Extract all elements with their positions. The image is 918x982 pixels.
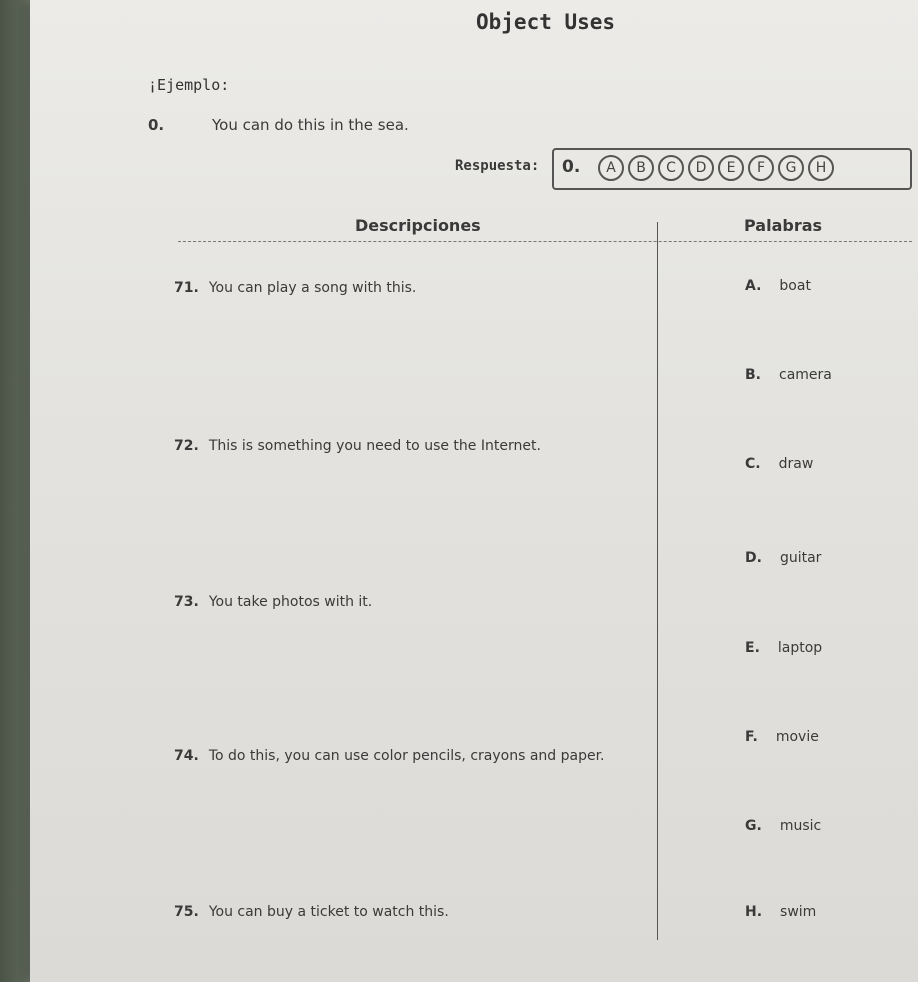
word-g [745,818,821,834]
word-letter: C. [745,456,761,472]
option-bubble-a[interactable]: A [598,155,624,181]
question-73 [174,594,372,610]
descriptions-header: Descripciones [355,216,481,235]
example-heading: ¡Ejemplo: [148,76,230,94]
word-h [745,904,816,920]
option-bubble-h[interactable]: H [808,155,834,181]
words-header: Palabras [744,216,823,235]
question-text: You can play a song with this. [208,280,417,296]
word-text: boat [779,278,811,294]
header-divider [178,241,912,242]
option-bubble-e[interactable]: E [718,155,744,181]
option-bubble-d[interactable]: D [688,155,714,181]
word-letter: G. [745,818,762,834]
example-text: You can do this in the sea. [212,116,409,134]
question-number: 71. [174,280,199,296]
answer-options [598,155,834,181]
question-number: 72. [174,438,199,454]
word-text: laptop [777,640,823,656]
word-text: movie [775,729,819,745]
word-text: guitar [779,550,822,566]
question-text: You can buy a ticket to watch this. [208,904,449,920]
page-title: Object Uses [476,10,616,34]
option-bubble-f[interactable]: F [748,155,774,181]
word-f [745,729,819,745]
word-text: music [779,818,822,834]
word-letter: D. [745,550,762,566]
word-letter: E. [745,640,760,656]
option-bubble-g[interactable]: G [778,155,804,181]
question-72 [174,438,541,454]
word-letter: A. [745,278,762,294]
question-71 [174,280,416,296]
question-number: 74. [174,748,199,764]
word-c [745,456,813,472]
question-number: 73. [174,594,199,610]
word-letter: H. [745,904,763,920]
question-text: You take photos with it. [208,594,373,610]
word-a [745,278,811,294]
word-text: draw [778,456,814,472]
word-b [745,367,832,383]
question-text: This is something you need to use the Internet. [208,438,541,454]
option-bubble-b[interactable]: B [628,155,654,181]
answer-label: Respuesta: [455,158,540,174]
question-number: 75. [174,904,199,920]
answer-number: 0. [562,157,581,177]
word-letter: F. [745,729,758,745]
option-bubble-c[interactable]: C [658,155,684,181]
word-d [745,550,821,566]
word-letter: B. [745,367,761,383]
word-text: camera [779,367,832,383]
example-number: 0. [148,116,165,134]
question-74 [174,748,605,764]
question-text: To do this, you can use color pencils, crayons and paper. [208,748,605,764]
question-75 [174,904,449,920]
word-e [745,640,822,656]
column-divider [657,222,658,940]
word-text: swim [780,904,817,920]
